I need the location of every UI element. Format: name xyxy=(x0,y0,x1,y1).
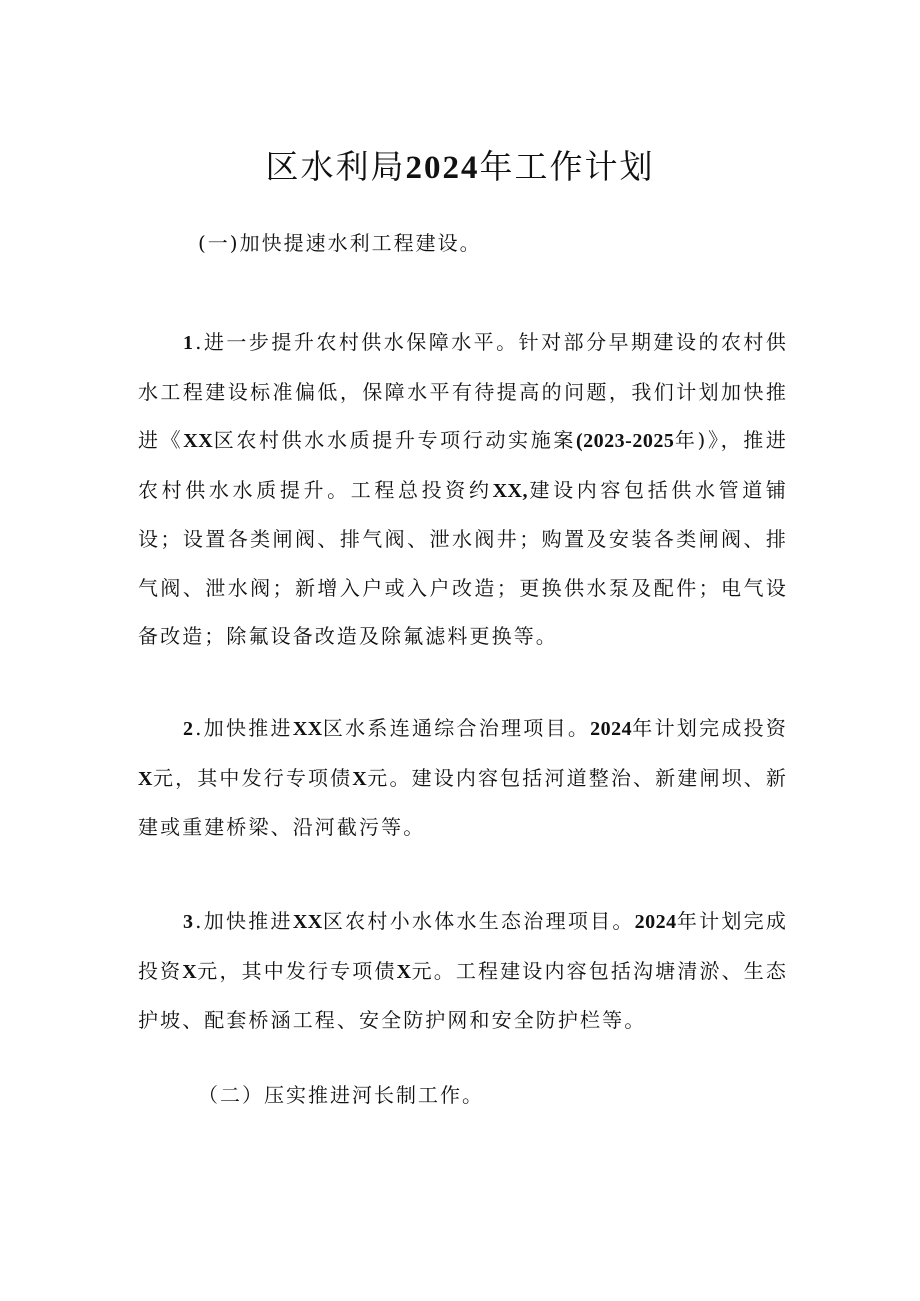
paragraph-text: .加快推进 xyxy=(195,909,293,933)
paragraph-text: 建设内容包括供水管道铺设；设置各类闸阀、排气阀、泄水阀井；购置及安装各类闸阀、排气阀、泄水阀；新增入户或入户改造；更换供水泵及配件；电气设备改造；除氟设备改造及除氟滤料更换等。 xyxy=(138,477,788,648)
paragraph-text: 区水系连通综合治理项目。 xyxy=(322,716,591,740)
bold-text: XX, xyxy=(492,479,528,502)
bold-text: 2024 xyxy=(634,911,677,933)
paragraph-text: 区农村小水体水生态治理项目。 xyxy=(322,909,635,933)
bold-text: XX xyxy=(183,430,214,452)
bold-text: (2023-2025 xyxy=(576,430,675,452)
bold-text: 2024 xyxy=(590,718,633,740)
paragraph-text: 元。工程建设内容包括沟塘清淤、生态护坡、配套桥涵工程、安全防护网和安全防护栏等。 xyxy=(138,958,788,1032)
paragraph-text: 年计划完成投资 xyxy=(138,909,789,983)
paragraph-text: 元，其中发行专项债 xyxy=(152,765,353,790)
paragraph-text: 年计划完成投资 xyxy=(632,716,789,740)
paragraph-text: 区农村供水水质提升专项行动实施案 xyxy=(213,428,577,452)
paragraph-text: 年)》，推进农村供水水质提升。工程总投资约 xyxy=(138,428,789,502)
bold-text: XX xyxy=(292,718,323,740)
paragraph-3 xyxy=(138,897,788,1045)
paragraph-2 xyxy=(138,704,788,852)
title-suffix: 年工作计划 xyxy=(479,147,655,186)
paragraph-text: 元。建设内容包括河道整治、新建闸坝、新建或重建桥梁、沿河截污等。 xyxy=(138,765,788,839)
section-heading-1: (一)加快提速水利工程建设。 xyxy=(198,231,482,255)
bold-text: X xyxy=(138,767,153,790)
title-year: 2024 xyxy=(405,150,480,186)
paragraph-1 xyxy=(138,318,788,661)
item-number: 3 xyxy=(183,911,196,933)
paragraph-text: .加快推进 xyxy=(195,716,293,740)
item-number: 1 xyxy=(183,332,196,354)
bold-text: X xyxy=(396,960,412,983)
item-number: 2 xyxy=(183,718,196,740)
paragraph-text: 元，其中发行专项债 xyxy=(197,958,397,983)
paragraph-text: .进一步提升农村供水保障水平。针对部分早期建设的农村供水工程建设标准偏低，保障水平有待提高的问题，我们计划加快推进《 xyxy=(138,330,788,452)
bold-text: XX xyxy=(292,911,323,933)
section-heading-2: （二）压实推进河长制工作。 xyxy=(198,1083,484,1107)
document-title xyxy=(0,142,920,193)
title-prefix: 区水利局 xyxy=(265,147,406,186)
bold-text: X xyxy=(352,767,368,790)
bold-text: X xyxy=(182,960,198,983)
